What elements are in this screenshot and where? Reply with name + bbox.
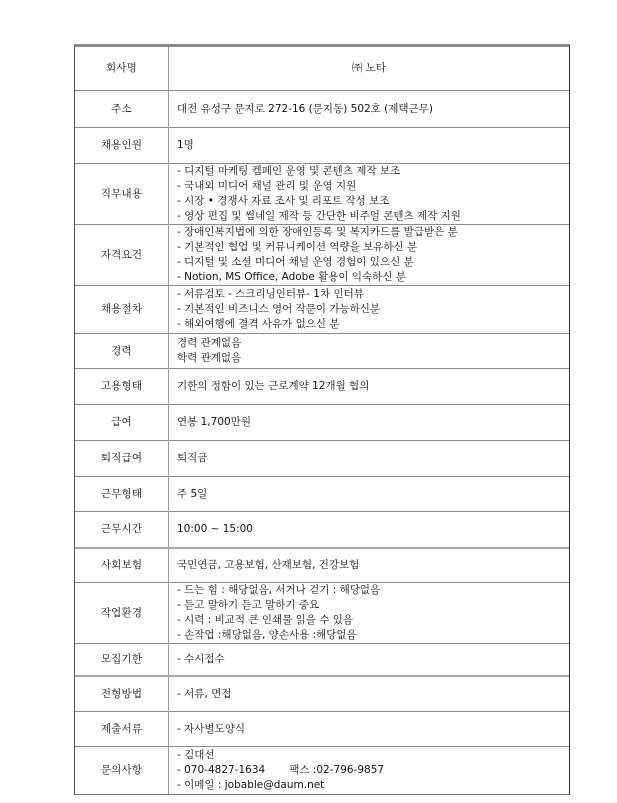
- table-row-work_hours: [75, 512, 569, 549]
- table-row-career: [75, 334, 569, 369]
- career-line: 학력 관계없음: [177, 352, 242, 364]
- table-row-work_type: [75, 477, 569, 512]
- contact-email[interactable]: - 이메일 : jobable@daum.net: [177, 779, 325, 791]
- table-row-salary: [75, 405, 569, 441]
- qualifications-line: - 장애인복지법에 의한 장애인등록 및 복지카드를 발급받은 분: [177, 226, 458, 238]
- job-posting-table-frame: [74, 44, 570, 795]
- environment-line: - 드는 힘 : 해당없음, 서거나 걷기 : 해당없음: [177, 584, 381, 596]
- work_type-line: 주 5일: [177, 487, 208, 500]
- duties-line: - 디지털 마케팅 켐페인 운영 및 콘텐츠 제작 보조: [177, 165, 401, 177]
- table-row-address: [75, 91, 569, 128]
- duties-line: - 영상 편집 및 썸네일 제작 등 간단한 비주얼 콘텐츠 제작 지원: [177, 210, 461, 222]
- screening-line: - 서류, 면접: [177, 687, 232, 700]
- duties-line: - 국내외 미디어 채널 관리 및 운영 지원: [177, 180, 357, 192]
- table-row-headcount: [75, 128, 569, 164]
- row-label-company: 회사명: [75, 47, 169, 91]
- qualifications-line: - 기본적인 협업 및 커뮤니케이션 역량을 보유하신 분: [177, 241, 418, 253]
- contact-fax: 팩스 :02-796-9857: [289, 764, 385, 776]
- insurance-line: 국민연금, 고용보험, 산재보험, 건강보험: [177, 559, 360, 571]
- salary-line: 연봉 1,700만원: [177, 416, 251, 428]
- environment-line: - 듣고 말하기 듣고 말하기 중요: [177, 599, 320, 611]
- career-line: 경력 관계없음: [177, 337, 242, 349]
- row-label-insurance: 사회보험: [75, 548, 169, 583]
- row-label-duties: 직무내용: [75, 164, 169, 225]
- row-label-documents: 제출서류: [75, 712, 169, 747]
- environment-line: - 손작업 :해당없음, 양손사용 :해당없음: [177, 629, 357, 641]
- qualifications-line: - Notion, MS Office, Adobe 활용이 익숙하신 분: [177, 271, 406, 283]
- row-value-career: [169, 334, 570, 369]
- contact-name: - 김대선: [177, 749, 215, 761]
- table-row-insurance: [75, 548, 569, 583]
- row-value-duties: [169, 164, 570, 225]
- row-value-process: [169, 286, 570, 334]
- table-row-process: [75, 286, 569, 334]
- contact-phone: - 070-4827-1634: [177, 764, 266, 776]
- table-row-documents: [75, 712, 569, 747]
- row-label-employment_type: 고용형태: [75, 369, 169, 405]
- work_hours-line: 10:00 ~ 15:00: [177, 523, 253, 535]
- table-row-deadline: [75, 644, 569, 677]
- row-value-severance: [169, 441, 570, 477]
- headcount-line: 1명: [177, 139, 194, 151]
- row-value-deadline: [169, 644, 570, 677]
- row-label-environment: 작업환경: [75, 583, 169, 644]
- table-row-contact: [75, 747, 569, 795]
- row-value-qualifications: [169, 225, 570, 286]
- row-label-career: 경력: [75, 334, 169, 369]
- row-label-deadline: 모집기한: [75, 644, 169, 677]
- severance-line: 퇴직금: [177, 452, 208, 464]
- duties-line: - 시장 • 경쟁사 자료 조사 및 리포트 작성 보조: [177, 195, 390, 207]
- row-value-screening: [169, 676, 570, 712]
- table-row-company: [75, 47, 569, 91]
- row-value-company: [169, 47, 570, 91]
- row-label-process: 채용절차: [75, 286, 169, 334]
- table-row-environment: [75, 583, 569, 644]
- table-row-employment_type: [75, 369, 569, 405]
- row-label-work_type: 근무형태: [75, 477, 169, 512]
- row-label-screening: 전형방법: [75, 676, 169, 712]
- process-line: - 서류검토 - 스크리닝인터뷰- 1차 인터뷰: [177, 288, 364, 300]
- row-label-qualifications: 자격요건: [75, 225, 169, 286]
- row-label-severance: 퇴직급여: [75, 441, 169, 477]
- table-row-screening: [75, 676, 569, 712]
- row-label-headcount: 채용인원: [75, 128, 169, 164]
- address-line: 대전 유성구 문지로 272-16 (문지동) 502호 (제택근무): [177, 102, 433, 115]
- row-label-salary: 급여: [75, 405, 169, 441]
- table-row-severance: [75, 441, 569, 477]
- row-value-work_type: [169, 477, 570, 512]
- environment-line: - 시력 : 비교적 큰 인쇄물 읽을 수 있음: [177, 614, 354, 626]
- contact-phone-fax: [177, 763, 569, 778]
- row-value-work_hours: [169, 512, 570, 549]
- row-value-address: [169, 91, 570, 128]
- row-value-documents: [169, 712, 570, 747]
- employment_type-line: 기한의 정함이 있는 근로계약 12개월 협의: [177, 380, 370, 392]
- row-label-contact: 문의사항: [75, 747, 169, 795]
- process-line: - 기본적인 비즈니스 영어 작문이 가능하신분: [177, 303, 381, 315]
- row-value-contact: [169, 747, 570, 795]
- process-line: - 해외여행에 결격 사유가 없으신 분: [177, 318, 340, 330]
- row-label-address: 주소: [75, 91, 169, 128]
- table-row-qualifications: [75, 225, 569, 286]
- deadline-line: - 수시접수: [177, 653, 225, 665]
- row-value-headcount: [169, 128, 570, 164]
- job-posting-table: [75, 47, 569, 794]
- row-value-insurance: [169, 548, 570, 583]
- table-row-duties: [75, 164, 569, 225]
- row-label-work_hours: 근무시간: [75, 512, 169, 549]
- documents-line: - 자사별도양식: [177, 722, 245, 735]
- row-value-environment: [169, 583, 570, 644]
- job-posting-table-body: [75, 47, 569, 794]
- row-value-employment_type: [169, 369, 570, 405]
- qualifications-line: - 디지털 및 소셜 미디어 채널 운영 경험이 있으신 분: [177, 256, 414, 268]
- row-value-salary: [169, 405, 570, 441]
- company-line: ㈜ 노타: [351, 62, 387, 74]
